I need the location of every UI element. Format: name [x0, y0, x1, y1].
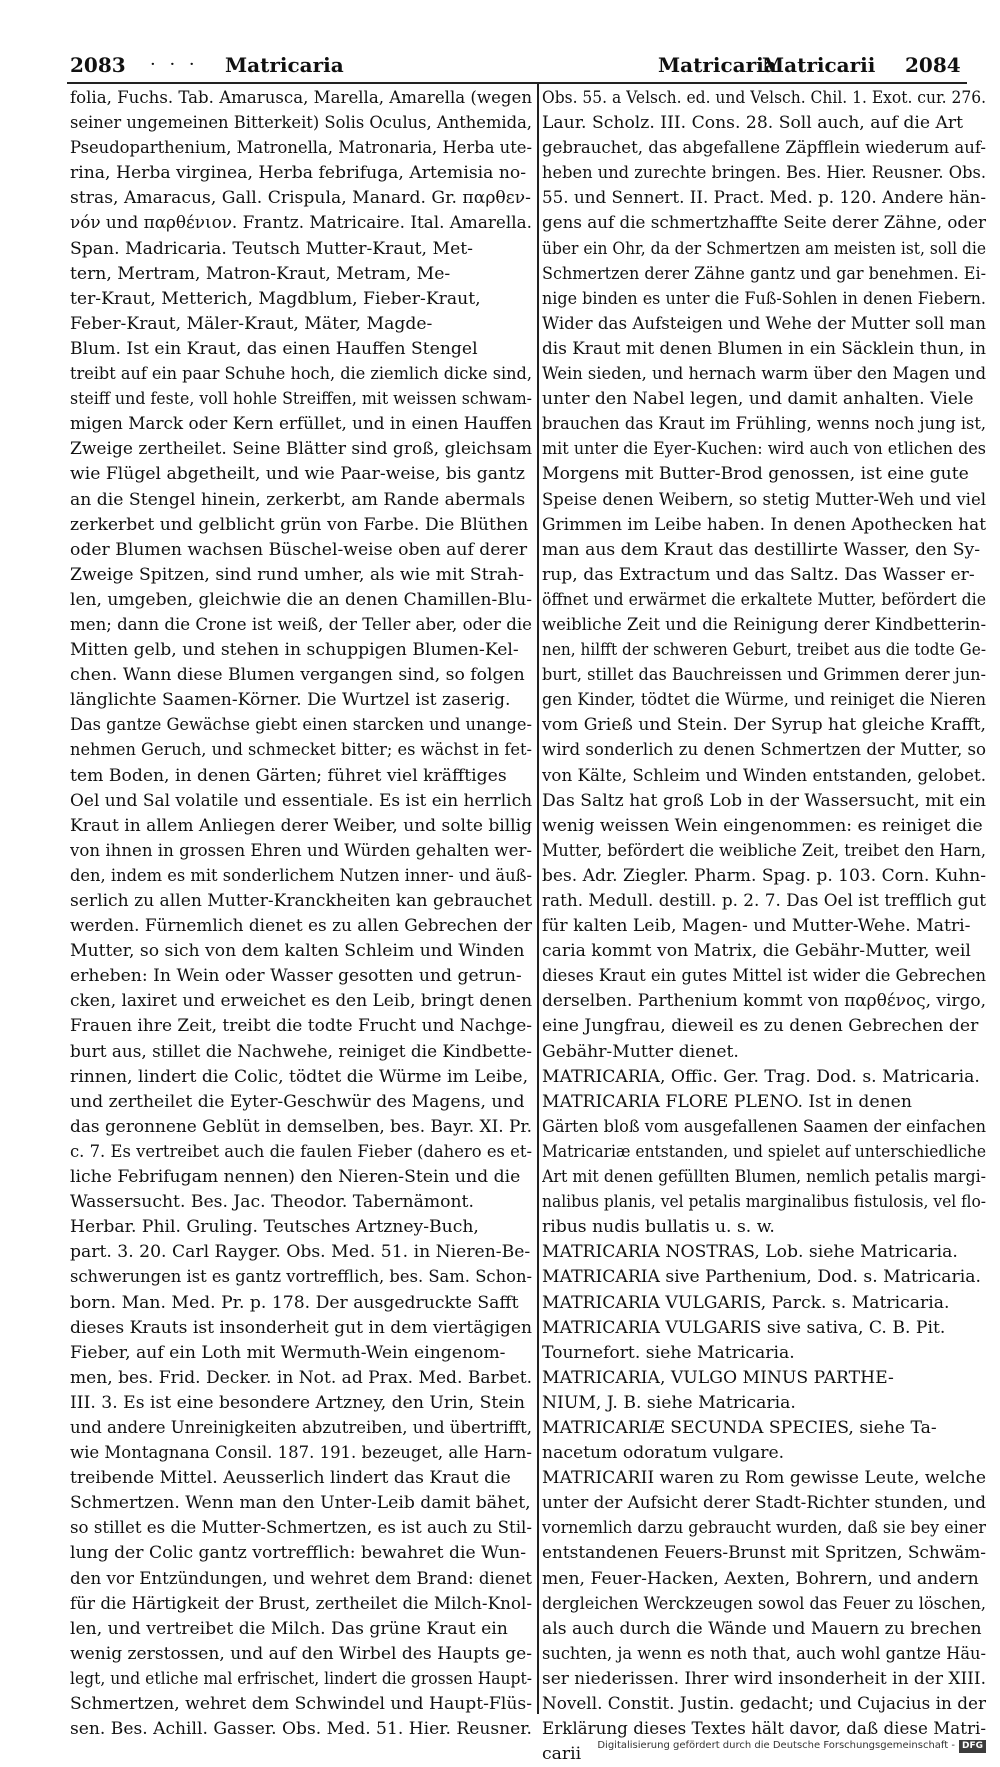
right-column-line: man aus dem Kraut das destillirte Wasser, den Sy-: [542, 539, 981, 560]
left-column-line: Zweige Spitzen, sind rund umher, als wie mit Strah-: [70, 564, 524, 585]
right-column-line: für kalten Leib, Magen- und Mutter-Wehe. Matri-: [542, 916, 971, 937]
left-column-line: len, und vertreibet die Milch. Das grüne Kraut ein: [70, 1618, 508, 1639]
left-column-line: Schmertzen, wehret dem Schwindel und Haupt-Flüs-: [70, 1694, 532, 1714]
right-column-line: mit unter die Eyer-Kuchen: wird auch von etlichen des: [542, 439, 986, 460]
right-column-line: gens auf die schmertzhaffte Seite derer Zähne, oder: [542, 213, 986, 234]
left-column-line: oder Blumen wachsen Büschel-weise oben auf derer: [70, 539, 528, 560]
left-column-line: men; dann die Crone ist weiß, der Teller aber, oder die: [70, 614, 532, 635]
right-column-line: ribus nudis bullatis u. s. w.: [542, 1217, 775, 1238]
right-column-line: weibliche Zeit und die Reinigung derer Kindbetterin-: [542, 614, 986, 635]
right-column-line: eine Jungfrau, dieweil es zu denen Gebrechen der: [542, 1016, 979, 1037]
left-column-line: Kraut in allem Anliegen derer Weiber, und solte billig: [70, 815, 532, 836]
right-column-line: Mutter, befördert die weibliche Zeit, treibet den Harn,: [542, 840, 986, 861]
left-column-line: serlich zu allen Mutter-Kranckheiten kan gebrauchet: [70, 891, 532, 911]
right-column-line: vom Grieß und Stein. Der Syrup hat gleiche Krafft,: [542, 715, 986, 736]
right-column-line: gen Kinder, tödtet die Würme, und reiniget die Nieren: [542, 690, 986, 711]
left-column-line: den, indem es mit sonderlichem Nutzen inner- und äuß-: [70, 865, 532, 886]
right-column-line: Morgens mit Butter-Brod genossen, ist eine gute: [542, 464, 969, 485]
left-column-line: Oel und Sal volatile und essentiale. Es ist ein herrlich: [70, 790, 532, 811]
right-column-line: men, Feuer-Hacken, Aexten, Bohrern, und andern: [542, 1568, 979, 1589]
right-column-line: unter den Nabel legen, und damit anhalten. Viele: [542, 389, 974, 410]
right-column-line: rath. Medull. destill. p. 2. 7. Das Oel ist trefflich gut: [542, 891, 986, 911]
left-column-line: chen. Wann diese Blumen vergangen sind, so folgen: [70, 665, 525, 686]
left-column-line: tem Boden, in denen Gärten; führet viel kräfftiges: [70, 765, 507, 786]
left-column-line: len, umgeben, gleichwie die an denen Chamillen-Blu-: [70, 589, 532, 610]
right-column-line: burt, stillet das Bauchreissen und Grimmen derer jun-: [542, 665, 986, 686]
left-column-line: schwerungen ist es gantz vortrefflich, bes. Sam. Schon-: [70, 1267, 532, 1288]
right-column-line: wenig weissen Wein eingenommen: es reiniget die: [542, 815, 983, 836]
left-column-line: Zweige zertheilet. Seine Blätter sind groß, gleichsam: [70, 439, 532, 460]
left-column-line: länglichte Saamen-Körner. Die Wurtzel ist zaserig.: [70, 690, 511, 711]
right-column-line: vornemlich darzu gebraucht wurden, daß sie bey einer: [542, 1518, 986, 1539]
column-divider: [537, 84, 539, 1714]
right-column-line: Grimmen im Leibe haben. In denen Apothecken hat: [542, 514, 986, 535]
right-column-line: MATRICARIA, VULGO MINUS PARTHE-: [542, 1367, 894, 1388]
left-column-line: Pseudoparthenium, Matronella, Matronaria, Herba ute-: [70, 138, 532, 159]
right-column-line: MATRICARIA sive Parthenium, Dod. s. Matricaria.: [542, 1267, 981, 1288]
header-dots: · · ·: [150, 54, 199, 75]
running-head-right-2: Matricarii: [762, 53, 876, 77]
right-column-line: Gebähr-Mutter dienet.: [542, 1041, 739, 1062]
left-column-line: c. 7. Es vertreibet auch die faulen Fieber (dahero es et-: [70, 1141, 532, 1162]
left-column-line: liche Febrifugam nennen) den Nieren-Stein und die: [70, 1167, 521, 1188]
right-column-line: nacetum odoratum vulgare.: [542, 1443, 785, 1464]
left-column-line: migen Marck oder Kern erfüllet, und in einen Hauffen: [70, 414, 532, 435]
running-head-left: Matricaria: [225, 53, 344, 77]
right-column-line: entstandenen Feuers-Brunst mit Spritzen, Schwäm-: [542, 1543, 986, 1564]
left-column-line: lung der Colic gantz vortrefflich: bewahret die Wun-: [70, 1543, 527, 1564]
left-column-line: Span. Madricaria. Teutsch Mutter-Kraut, Met-: [70, 238, 473, 259]
left-column-line: steiff und feste, voll hohle Streiffen, mit weissen schwam-: [70, 389, 532, 410]
left-column-line: wie Flügel abgetheilt, und wie Paar-weise, bis gantz: [70, 464, 525, 485]
left-column-line: Herbar. Phil. Gruling. Teutsches Artzney-Buch,: [70, 1217, 479, 1238]
left-column-line: born. Man. Med. Pr. p. 178. Der ausgedruckte Safft: [70, 1292, 519, 1313]
left-column-line: von ihnen in grossen Ehren und Würden gehalten wer-: [70, 840, 532, 861]
left-column-line: für die Härtigkeit der Brust, zertheilet die Milch-Knol-: [70, 1593, 532, 1614]
left-column-line: dieses Krauts ist insonderheit gut in dem viertägigen: [70, 1317, 532, 1338]
left-column-line: rinnen, lindert die Colic, tödtet die Würme im Leibe,: [70, 1066, 529, 1087]
right-column-line: carii: [542, 1744, 582, 1765]
left-column-line: wie Montagnana Consil. 187. 191. bezeuget, alle Harn-: [70, 1443, 532, 1464]
left-column-line: Fieber, auf ein Loth mit Wermuth-Wein eingenom-: [70, 1342, 506, 1363]
right-column-line: Wider das Aufsteigen und Wehe der Mutter soll man: [542, 313, 986, 334]
left-column-line: ter-Kraut, Metterich, Magdblum, Fieber-Kraut,: [70, 288, 481, 309]
left-column-line: sen. Bes. Achill. Gasser. Obs. Med. 51. Hier. Reusner.: [70, 1719, 532, 1740]
left-column-line: Mutter, so sich von dem kalten Schleim und Winden: [70, 941, 525, 962]
right-column-line: Art mit denen gefüllten Blumen, nemlich petalis margi-: [542, 1167, 986, 1188]
left-column-line: Schmertzen. Wenn man den Unter-Leib damit bähet,: [70, 1493, 531, 1514]
right-column-line: MATRICARII waren zu Rom gewisse Leute, welche: [542, 1468, 986, 1489]
left-column-line: men, bes. Frid. Decker. in Not. ad Prax. Med. Barbet.: [70, 1367, 532, 1388]
running-head-right-1: Matricaria: [658, 53, 777, 77]
left-column-line: part. 3. 20. Carl Rayger. Obs. Med. 51. in Nieren-Be-: [70, 1242, 531, 1263]
right-column-line: heben und zurechte bringen. Bes. Hier. Reusner. Obs.: [542, 163, 986, 184]
left-column-line: Das gantze Gewächse giebt einen starcken und unange-: [70, 715, 532, 736]
left-column-line: treibt auf ein paar Schuhe hoch, die ziemlich dicke sind,: [70, 364, 532, 385]
right-column-line: öffnet und erwärmet die erkaltete Mutter, befördert die: [542, 589, 986, 610]
right-column-line: Obs. 55. a Velsch. ed. und Velsch. Chil. 1. Exot. cur. 276.: [542, 88, 986, 108]
left-column-line: Wassersucht. Bes. Jac. Theodor. Tabernämont.: [70, 1192, 474, 1213]
right-column-line: dis Kraut mit denen Blumen in ein Säcklein thun, in: [542, 338, 986, 359]
left-column-line: Mitten gelb, und stehen in schuppigen Blumen-Kel-: [70, 640, 519, 661]
page-number-right: 2084: [905, 53, 961, 77]
left-column-line: an die Stengel hinein, zerkerbt, am Rande abermals: [70, 489, 526, 510]
right-column-line: nen, hilfft der schweren Geburt, treibet aus die todte Ge-: [542, 640, 986, 661]
left-column-line: und zertheilet die Eyter-Geschwür des Magens, und: [70, 1091, 525, 1112]
right-column-line: Laur. Scholz. III. Cons. 28. Soll auch, auf die Art: [542, 113, 964, 134]
right-column-line: gebrauchet, das abgefallene Zäpfflein wiederum auf-: [542, 138, 986, 159]
right-column-line: Schmertzen derer Zähne gantz und gar benehmen. Ei-: [542, 263, 986, 284]
right-column-line: als auch durch die Wände und Mauern zu brechen: [542, 1618, 982, 1639]
right-column-line: Wein sieden, und hernach warm über den Magen und: [542, 364, 986, 385]
right-column-line: dieses Kraut ein gutes Mittel ist wider die Gebrechen: [542, 966, 986, 987]
right-column-line: Speise denen Weibern, so stetig Mutter-Weh und viel: [542, 489, 986, 510]
right-column-line: Tournefort. siehe Matricaria.: [542, 1342, 795, 1363]
left-column-line: so stillet es die Mutter-Schmertzen, es ist auch zu Stil-: [70, 1518, 532, 1539]
right-column-line: nige binden es unter die Fuß-Sohlen in denen Fiebern.: [542, 288, 986, 309]
right-column-line: über ein Ohr, da der Schmertzen am meisten ist, soll die: [542, 238, 986, 259]
right-column-line: caria kommt von Matrix, die Gebähr-Mutter, weil: [542, 941, 971, 962]
left-column-line: zerkerbet und gelblicht grün von Farbe. Die Blüthen: [70, 514, 529, 535]
left-column-line: nehmen Geruch, und schmecket bitter; es wächst in fet-: [70, 740, 532, 761]
right-column-line: Erklärung dieses Textes hält davor, daß diese Matri-: [542, 1719, 986, 1740]
right-column-line: MATRICARIA NOSTRAS, Lob. siehe Matricaria.: [542, 1242, 958, 1263]
right-column-line: nalibus planis, vel petalis marginalibus fistulosis, vel flo-: [542, 1192, 986, 1213]
left-column-line: Frauen ihre Zeit, treibt die todte Frucht und Nachge-: [70, 1016, 532, 1037]
footer-text: Digitalisierung gefördert durch die Deutsche Forschungsgemeinschaft -: [597, 1740, 955, 1751]
left-column-line: III. 3. Es ist eine besondere Artzney, den Urin, Stein: [70, 1392, 525, 1413]
footer: [597, 1738, 986, 1754]
left-column-line: νόν und παρθένιον. Frantz. Matricaire. Ital. Amarella.: [70, 213, 532, 234]
left-column-line: legt, und etliche mal erfrischet, lindert die grossen Haupt-: [70, 1668, 532, 1689]
right-column-line: MATRICARIA FLORE PLENO. Ist in denen: [542, 1091, 912, 1112]
right-column: [542, 86, 986, 1767]
right-column-line: unter der Aufsicht derer Stadt-Richter stunden, und: [542, 1493, 986, 1514]
right-column-line: von Kälte, Schleim und Winden entstanden, gelobet.: [542, 765, 986, 786]
right-column-line: ser niederissen. Ihrer wird insonderheit in der XIII.: [542, 1668, 986, 1689]
right-column-line: MATRICARIA, Offic. Ger. Trag. Dod. s. Matricaria.: [542, 1066, 980, 1087]
left-column-line: werden. Fürnemlich dienet es zu allen Gebrechen der: [70, 916, 532, 937]
left-column-line: das geronnene Geblüt in demselben, bes. Bayr. XI. Pr.: [70, 1116, 532, 1137]
header-rule: [67, 82, 967, 84]
left-column-line: seiner ungemeinen Bitterkeit) Solis Oculus, Anthemida,: [70, 113, 532, 134]
right-column-line: derselben. Parthenium kommt von παρθένος, virgo,: [542, 991, 986, 1012]
right-column-line: suchten, ja wenn es noth that, auch wohl gantze Häu-: [542, 1643, 986, 1664]
right-column-line: Novell. Constit. Justin. gedacht; und Cujacius in der: [542, 1694, 986, 1714]
right-column-line: Matricariæ entstanden, und spielet auf unterschiedliche: [542, 1141, 986, 1162]
dfg-logo: DFG: [959, 1740, 986, 1753]
right-column-line: bes. Adr. Ziegler. Pharm. Spag. p. 103. Corn. Kuhn-: [542, 865, 986, 886]
left-column-line: rina, Herba virginea, Herba febrifuga, Artemisia no-: [70, 163, 527, 184]
left-column-line: cken, laxiret und erweichet es den Leib, bringt denen: [70, 991, 532, 1012]
right-column-line: dergleichen Werckzeugen sowol das Feuer zu löschen,: [542, 1593, 986, 1614]
left-column-line: Feber-Kraut, Mäler-Kraut, Mäter, Magde-: [70, 313, 433, 334]
left-column-line: den vor Entzündungen, und wehret dem Brand: dienet: [70, 1568, 532, 1589]
left-column-line: wenig zerstossen, und auf den Wirbel des Haupts ge-: [70, 1643, 532, 1664]
right-column-line: 55. und Sennert. II. Pract. Med. p. 120. Andere hän-: [542, 188, 986, 209]
right-column-line: brauchen das Kraut im Frühling, wenns noch jung ist,: [542, 414, 986, 435]
left-column-line: stras, Amaracus, Gall. Crispula, Manard. Gr. παρθεν-: [70, 188, 531, 209]
left-column-line: tern, Mertram, Matron-Kraut, Metram, Me-: [70, 263, 451, 284]
left-column-line: erheben: In Wein oder Wasser gesotten und getrun-: [70, 966, 522, 987]
page-number-left: 2083: [70, 53, 126, 77]
left-column: [70, 86, 532, 1742]
left-column-line: folia, Fuchs. Tab. Amarusca, Marella, Amarella (wegen: [70, 88, 532, 108]
right-column-line: NIUM, J. B. siehe Matricaria.: [542, 1392, 796, 1413]
left-column-line: treibende Mittel. Aeusserlich lindert das Kraut die: [70, 1468, 511, 1489]
right-column-line: Das Saltz hat groß Lob in der Wassersucht, mit ein: [542, 790, 986, 811]
right-column-line: rup, das Extractum und das Saltz. Das Wasser er-: [542, 564, 975, 585]
left-column-line: und andere Unreinigkeiten abzutreiben, und übertrifft,: [70, 1417, 532, 1438]
right-column-line: MATRICARIA VULGARIS sive sativa, C. B. Pit.: [542, 1317, 946, 1338]
right-column-line: wird sonderlich zu denen Schmertzen der Mutter, so: [542, 740, 986, 761]
left-column-line: Blum. Ist ein Kraut, das einen Hauffen Stengel: [70, 338, 478, 359]
right-column-line: Gärten bloß vom ausgefallenen Saamen der einfachen: [542, 1116, 986, 1137]
right-column-line: MATRICARIÆ SECUNDA SPECIES, siehe Ta-: [542, 1417, 937, 1438]
left-column-line: burt aus, stillet die Nachwehe, reiniget die Kindbette-: [70, 1041, 532, 1062]
right-column-line: MATRICARIA VULGARIS, Parck. s. Matricaria.: [542, 1292, 950, 1313]
